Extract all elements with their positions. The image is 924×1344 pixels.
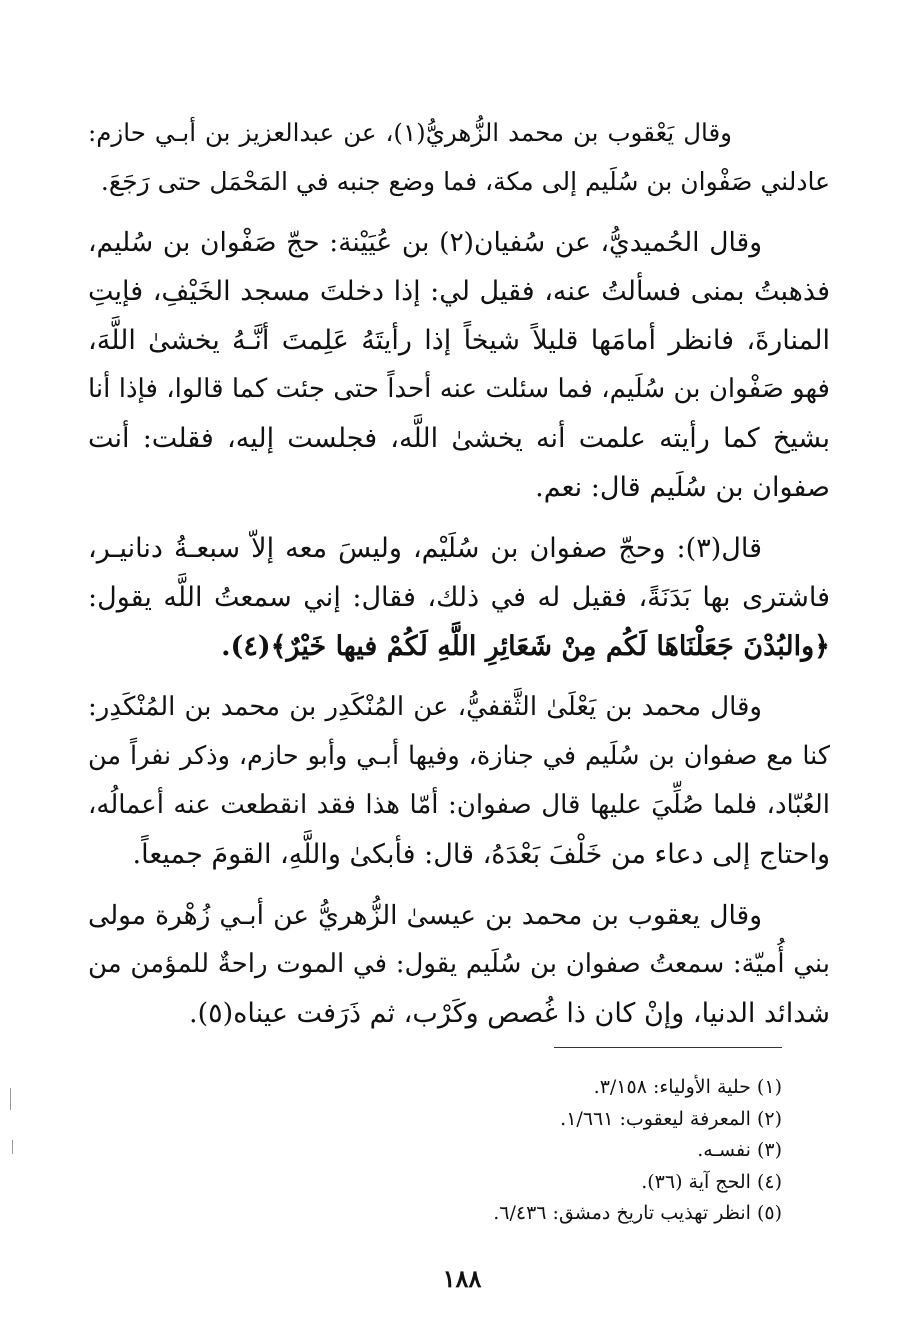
text-line: كنا مع صفوان بن سُلَيم في جنازة، وفيها أبـي وأبو حازم، وذكر نفراً من bbox=[88, 741, 830, 771]
text-line: العُبّاد، فلما صُلِّيَ عليها قال صفوان: أمّا هذا فقد انقطعت عنه أعمالُه، bbox=[88, 790, 830, 820]
footnote: (٥) انظر تهذيب تاريخ دمشق: ٦/٤٣٦. bbox=[493, 1202, 782, 1224]
text-line: بني أُميّة: سمعتُ صفوان بن سُلَيم يقول: في الموت راحةٌ للمؤمن من bbox=[88, 949, 830, 979]
text-line: عادلني صَفْوان بن سُلَيم إلى مكة، فما وضع جنبه في المَحْمَل حتى رَجَعَ. bbox=[100, 167, 830, 196]
text-line: واحتاج إلى دعاء من خَلْفَ بَعْدَهُ، قال: فأبكىٰ واللَّهِ، القومَ جميعاً. bbox=[132, 839, 830, 870]
quran-verse: ﴿والبُدْنَ جَعَلْنَاهَا لَكُم مِنْ شَعَائِرِ اللَّهِ لَكُمْ فيها خَيْرٌ﴾(٤). bbox=[221, 631, 830, 662]
text-line: فذهبتُ بمنى فسألتُ عنه، فقيل لي: إذا دخلتَ مسجد الخَيْفِ، فإيتِ bbox=[88, 276, 830, 307]
text-line: شدائد الدنيا، وإنْ كان ذا غُصص وكَرْب، ثم ذَرَفت عيناه(٥). bbox=[189, 998, 830, 1029]
scan-edge-mark bbox=[12, 1140, 13, 1154]
paragraph bbox=[88, 218, 830, 512]
footnote: (٤) الحج آية (٣٦). bbox=[641, 1170, 782, 1193]
paragraph bbox=[88, 891, 830, 1038]
footnote: (٣) نفسـه. bbox=[697, 1139, 782, 1161]
page-number: ١٨٨ bbox=[442, 1264, 482, 1293]
text-line: قال(٣): وحجّ صفوان بن سُلَيْم، وليسَ معه إلاّ سبعـةُ دنانيـر، bbox=[88, 533, 762, 564]
text-line: فهو صَفْوان بن سُلَيم، فما سئلت عنه أحداً حتى جئت كما قالوا، فإذا أنا bbox=[88, 374, 830, 404]
text-line: وقال يعقوب بن محمد بن عيسىٰ الزُّهريُّ عن أبـي زُهْرة مولى bbox=[88, 900, 762, 931]
text-line: صفوان بن سُلَيم قال: نعم. bbox=[535, 472, 830, 503]
main-text bbox=[88, 108, 830, 1050]
footnote-divider bbox=[554, 1047, 782, 1048]
footnote: (١) حلية الأولياء: ٣/١٥٨. bbox=[593, 1076, 782, 1098]
paragraph bbox=[88, 524, 830, 671]
paragraph bbox=[88, 683, 830, 879]
text-line: بشيخ كما رأيته علمت أنه يخشىٰ اللَّه، فجلست إليه، فقلت: أنت bbox=[88, 423, 830, 454]
text-line: وقال محمد بن يَعْلَىٰ الثَّقفيُّ، عن المُنْكَدِر بن محمد بن المُنْكَدِر: bbox=[88, 692, 762, 722]
footnote: (٢) المعرفة ليعقوب: ١/٦٦١. bbox=[560, 1107, 782, 1130]
text-line: المنارةَ، فانظر أمامَها قليلاً شيخاً إذا رأيتَهُ عَلِمتَ أنَّـهُ يخشىٰ اللَّهَ، bbox=[88, 325, 830, 356]
paragraph bbox=[88, 108, 830, 206]
text-line: وقال الحُميديُّ، عن سُفيان(٢) بن عُيَيْنة: حجّ صَفْوان بن سُليم، bbox=[88, 227, 762, 258]
text-line: فاشترى بها بَدَنَةً، فقيل له في ذلك، فقال: إني سمعتُ اللَّه يقول: bbox=[88, 582, 830, 613]
footnotes bbox=[262, 1072, 782, 1230]
scan-edge-mark bbox=[10, 1088, 11, 1110]
text-line: وقال يَعْقوب بن محمد الزُّهريُّ(١)، عن عبدالعزيز بن أبـي حازم: bbox=[88, 118, 732, 147]
